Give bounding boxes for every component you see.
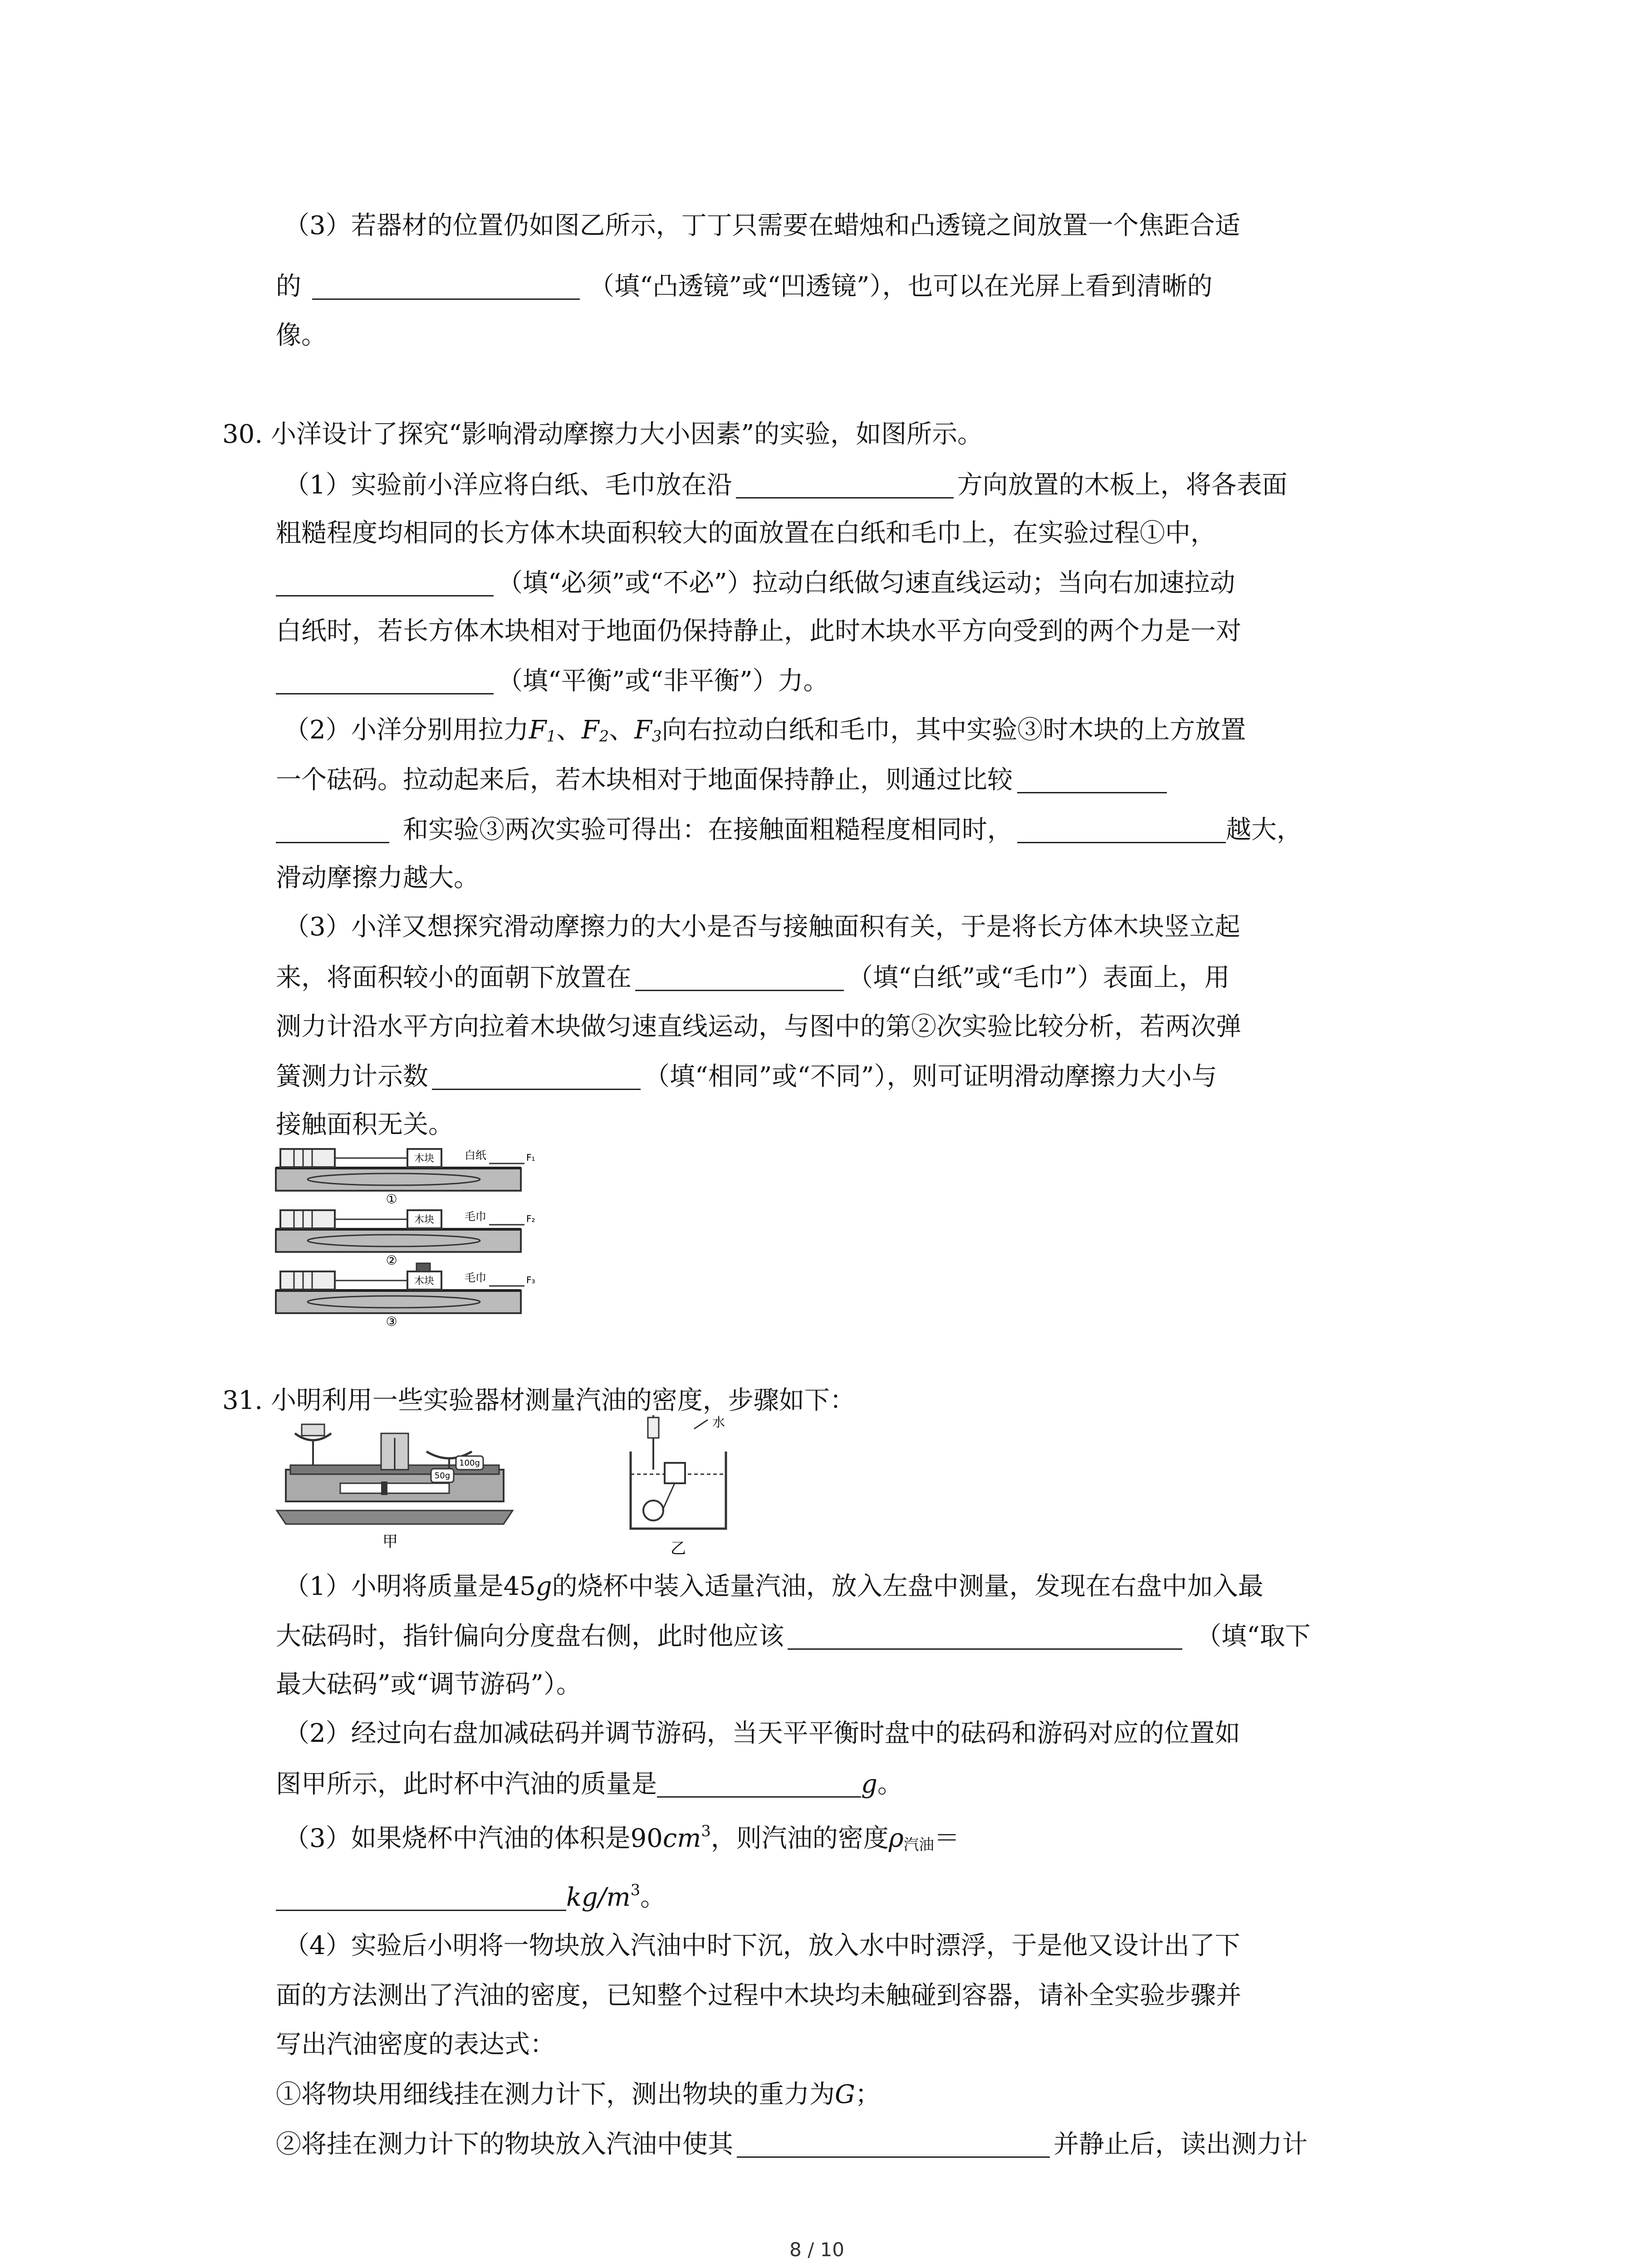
force-f1	[529, 715, 556, 745]
q30-part2-line1-post: 向右拉动白纸和毛巾，其中实验③时木块的上方放置	[661, 715, 1246, 745]
q31-step1-pre: ①将物块用细线挂在测力计下，测出物块的重力为	[276, 2080, 835, 2109]
q30-stem: 30. 小洋设计了探究“影响滑动摩擦力大小因素”的实验，如图所示。	[222, 420, 983, 449]
balance-figure	[277, 1420, 522, 1556]
force-f1-subscript: 1	[546, 727, 556, 745]
q30-part1-line3	[276, 570, 1235, 596]
q30-part1-line1	[284, 472, 1288, 499]
figure-label-jia: 甲	[382, 1533, 398, 1551]
answer-blank[interactable]	[276, 1884, 566, 1911]
q30-part3-line4-post: （填“相同”或“不同”），则可证明滑动摩擦力大小与	[644, 1061, 1217, 1091]
q30-part3-line2-post: （填“白纸”或“毛巾”）表面上，用	[847, 963, 1230, 992]
force-f3	[634, 715, 661, 745]
force-f2-symbol: F	[581, 715, 599, 745]
container-figure	[626, 1415, 753, 1560]
force-f3-symbol: F	[634, 715, 652, 745]
q30-part3-line4-pre: 簧测力计示数	[276, 1061, 428, 1091]
q31-part3-line1-mid: ，则汽油的密度	[710, 1823, 889, 1853]
setup-number: ①	[386, 1192, 397, 1207]
q30-part2-line3-mid: 和实验③两次实验可得出：在接触面粗糙程度相同时，	[403, 815, 1013, 845]
q31-step2-pre: ②将挂在测力计下的物块放入汽油中使其	[276, 2129, 733, 2159]
force-f3-subscript: 3	[652, 727, 662, 745]
density-unit-exponent: 3	[630, 1881, 641, 1899]
rider-scale	[340, 1483, 449, 1493]
force-label: F₁	[526, 1152, 535, 1163]
rider	[381, 1481, 387, 1495]
q31-part1-line2-pre: 大砝码时，指针偏向分度盘右侧，此时他应该	[276, 1621, 784, 1651]
q29-part3-line1: （3）若器材的位置仍如图乙所示，丁丁只需要在蜡烛和凸透镜之间放置一个焦距合适	[284, 211, 1240, 240]
q30-part2-line3-post: 越大，	[1226, 815, 1302, 845]
volume-exponent: 3	[701, 1822, 711, 1840]
block	[665, 1463, 685, 1483]
q31-step1	[276, 2082, 881, 2107]
q31-part2-line1: （2）经过向右盘加减砝码并调节游码，当天平平衡时盘中的砝码和游码对应的位置如	[284, 1719, 1240, 1748]
setup-number: ③	[386, 1314, 397, 1329]
q30-part2-line2	[276, 767, 1167, 793]
semicolon: ；	[855, 2080, 881, 2109]
density-unit: kg/m	[566, 1882, 631, 1912]
period: 。	[640, 1882, 666, 1912]
mass-value: 45	[503, 1572, 536, 1601]
q31-step2-post: 并静止后，读出测力计	[1053, 2129, 1308, 2159]
rho-symbol: ρ	[888, 1823, 904, 1853]
block-label: 木块	[414, 1214, 435, 1226]
q30-part3-line4	[276, 1063, 1217, 1090]
separator: 、	[609, 715, 635, 745]
spring-scale	[280, 1210, 335, 1228]
force-label: F₂	[526, 1213, 535, 1224]
answer-blank[interactable]	[737, 2131, 1050, 2158]
answer-blank[interactable]	[635, 964, 844, 991]
beaker	[302, 1424, 324, 1436]
answer-blank[interactable]	[657, 1771, 861, 1798]
q31-part2-line2	[276, 1771, 903, 1798]
q30-part2-line1-pre: （2）小洋分别用拉力	[284, 715, 529, 745]
force-label: F₃	[526, 1275, 535, 1286]
board	[276, 1229, 521, 1252]
period: 。	[877, 1769, 903, 1799]
block-label: 木块	[414, 1276, 435, 1287]
q31-part4-line3: 写出汽油密度的表达式：	[276, 2030, 555, 2059]
setup-row-3	[276, 1263, 535, 1329]
q31-part1-line1	[284, 1574, 1264, 1599]
force-f2-subscript: 2	[599, 727, 609, 745]
page-number: 8 / 10	[789, 2239, 845, 2261]
separator: 、	[556, 715, 582, 745]
q31-part4-line1: （4）实验后小明将一物块放入汽油中时下沉，放入水中时漂浮，于是他又设计出了下	[284, 1931, 1240, 1960]
surface-label: 白纸	[465, 1149, 486, 1162]
answer-blank[interactable]	[276, 816, 389, 843]
volume-unit: cm	[662, 1823, 701, 1853]
q31-part2-line2-pre: 图甲所示，此时杯中汽油的质量是	[276, 1769, 657, 1799]
q31-stem: 31. 小明利用一些实验器材测量汽油的密度，步骤如下：	[222, 1386, 855, 1415]
answer-blank[interactable]	[736, 472, 954, 499]
board	[276, 1168, 521, 1191]
q30-part1-line3-post: （填“必须”或“不必”）拉动白纸做匀速直线运动；当向右加速拉动	[497, 568, 1235, 598]
volume-value: 90	[630, 1823, 663, 1853]
answer-blank[interactable]	[276, 668, 494, 694]
weight-label: 100g	[459, 1458, 480, 1468]
q30-part3-line2	[276, 964, 1230, 991]
equals-sign: ＝	[934, 1823, 960, 1853]
spring-scale	[280, 1149, 335, 1167]
string	[662, 1483, 675, 1510]
water-label: 水	[712, 1415, 725, 1430]
spring-scale	[280, 1271, 335, 1290]
answer-blank[interactable]	[276, 570, 494, 596]
figure-label-yi: 乙	[671, 1540, 686, 1558]
pulley	[643, 1501, 663, 1520]
force-f2	[582, 715, 609, 745]
q30-part2-line4: 滑动摩擦力越大。	[276, 863, 479, 893]
q29-part3-line2-pre: 的	[276, 271, 301, 301]
q30-part3-line1: （3）小洋又想探究滑动摩擦力的大小是否与接触面积有关，于是将长方体木块竖立起	[284, 912, 1240, 942]
q31-part3-line1	[284, 1823, 960, 1853]
friction-experiment-figure	[276, 1145, 535, 1331]
q31-part3-line1-pre: （3）如果烧杯中汽油的体积是	[284, 1823, 631, 1853]
q30-part1-line1-pre: （1）实验前小洋应将白纸、毛巾放在沿	[284, 470, 732, 500]
mass-unit: g	[861, 1769, 877, 1799]
q30-part3-line5: 接触面积无关。	[276, 1110, 454, 1139]
table	[277, 1510, 513, 1524]
q31-part1-line1-pre: （1）小明将质量是	[284, 1572, 504, 1601]
q29-part3-line3: 像。	[276, 321, 327, 350]
q30-part1-line2: 粗糙程度均相同的长方体木块面积较大的面放置在白纸和毛巾上，在实验过程①中，	[276, 518, 1216, 548]
q29-part3-line2-post: （填“凸透镜”或“凹透镜”），也可以在光屏上看到清晰的	[589, 271, 1213, 301]
weight-on-block	[416, 1263, 430, 1271]
q30-part2-line1	[284, 715, 1246, 745]
q30-part1-line4: 白纸时，若长方体木块相对于地面仍保持静止，此时木块水平方向受到的两个力是一对	[276, 616, 1241, 646]
q30-part1-line1-post: 方向放置的木板上，将各表面	[957, 470, 1288, 500]
force-f1-symbol: F	[529, 715, 547, 745]
answer-blank[interactable]	[1017, 767, 1167, 793]
q30-part1-line5	[276, 668, 829, 694]
setup-row-2	[276, 1210, 535, 1268]
q31-part1-line2	[276, 1623, 1311, 1650]
surface-label: 毛巾	[465, 1210, 486, 1223]
q30-part2-line3	[276, 816, 1302, 843]
q30-part1-line5-post: （填“平衡”或“非平衡”）力。	[497, 666, 829, 696]
q31-part4-line2: 面的方法测出了汽油的密度，已知整个过程中木块均未触碰到容器，请补全实验步骤并	[276, 1981, 1241, 2010]
mass-unit: g	[535, 1572, 552, 1601]
q31-step2	[276, 2131, 1308, 2158]
q30-part3-line2-pre: 来，将面积较小的面朝下放置在	[276, 963, 632, 992]
rho-subscript: 汽油	[903, 1836, 934, 1854]
answer-blank[interactable]	[1017, 816, 1226, 843]
block-label: 木块	[414, 1153, 435, 1164]
answer-blank[interactable]	[312, 273, 580, 300]
q31-part1-line2-post: （填“取下	[1196, 1621, 1311, 1651]
water-pointer	[694, 1420, 708, 1429]
board	[276, 1290, 521, 1313]
gravity-symbol: G	[835, 2080, 855, 2109]
q30-part2-line2-pre: 一个砝码。拉动起来后，若木块相对于地面保持静止，则通过比较	[276, 765, 1013, 795]
q31-part1-line1-post: 的烧杯中装入适量汽油，放入左盘中测量，发现在右盘中加入最	[552, 1572, 1264, 1601]
q31-part3-line2	[276, 1882, 666, 1911]
setup-row-1	[276, 1149, 535, 1207]
setup-number: ②	[386, 1253, 397, 1268]
q30-part3-line3: 测力计沿水平方向拉着木块做匀速直线运动，与图中的第②次实验比较分析，若两次弹	[276, 1012, 1241, 1041]
answer-blank[interactable]	[432, 1063, 641, 1090]
answer-blank[interactable]	[788, 1623, 1182, 1650]
q29-part3-line2	[276, 273, 1213, 300]
surface-label: 毛巾	[465, 1271, 486, 1284]
q31-part1-line3: 最大砝码”或“调节游码”）。	[276, 1670, 582, 1699]
spring-scale	[648, 1418, 659, 1438]
weight-label: 50g	[434, 1471, 451, 1481]
